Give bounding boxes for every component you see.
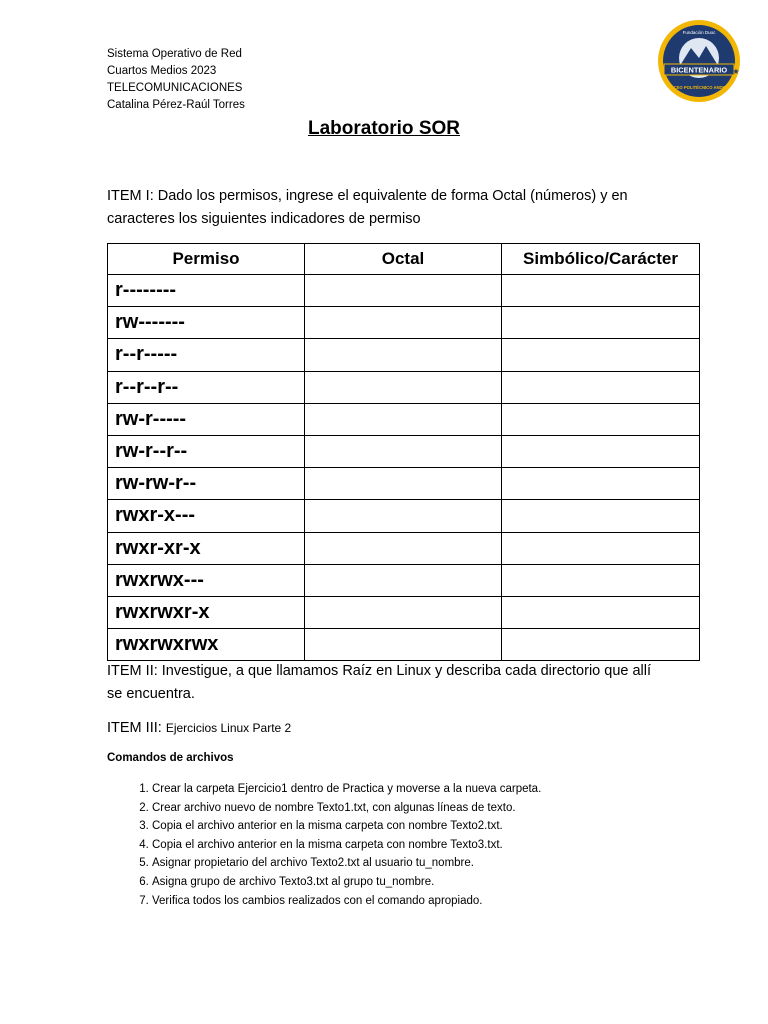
- octal-cell: [305, 307, 502, 339]
- table-row: [108, 275, 700, 307]
- octal-cell: [305, 275, 502, 307]
- item-1-instructions: [107, 185, 677, 231]
- octal-cell: [305, 435, 502, 467]
- logo-banner: BICENTENARIO: [670, 65, 728, 75]
- octal-cell: [305, 564, 502, 596]
- item-2-instructions: [107, 660, 667, 706]
- list-item: 6. Asigna grupo de archivo Texto3.txt al grupo tu_nombre.: [152, 873, 712, 892]
- table-row: [108, 500, 700, 532]
- octal-cell: [305, 596, 502, 628]
- permission-cell: rw-r-----: [108, 403, 305, 435]
- permission-cell: rwxr-x---: [108, 500, 305, 532]
- item-1-text: Dado los permisos, ingrese el equivalente de forma Octal (números) y en caracteres los siguientes indicadores de permiso: [107, 188, 628, 227]
- commands-title: Comandos de archivos: [107, 752, 234, 764]
- item-1-label: ITEM I:: [107, 188, 154, 204]
- permission-cell: rwxr-xr-x: [108, 532, 305, 564]
- column-header-octal: Octal: [305, 244, 502, 275]
- school-logo: [656, 18, 742, 104]
- symbolic-cell: [502, 307, 700, 339]
- symbolic-cell: [502, 339, 700, 371]
- list-item: 4. Copia el archivo anterior en la misma carpeta con nombre Texto3.txt.: [152, 836, 712, 855]
- table-row: [108, 564, 700, 596]
- logo-bottom-text: LICEO POLITÉCNICO ANDES: [669, 85, 729, 90]
- symbolic-cell: [502, 435, 700, 467]
- page-title: Laboratorio SOR: [307, 118, 460, 139]
- item-3-label: ITEM III:: [107, 720, 166, 736]
- list-item: 2. Crear archivo nuevo de nombre Texto1.txt, con algunas líneas de texto.: [152, 799, 712, 818]
- table-row: [108, 629, 700, 661]
- octal-cell: [305, 500, 502, 532]
- course-name: Sistema Operativo de Red: [107, 48, 242, 60]
- octal-cell: [305, 403, 502, 435]
- list-item: 1. Crear la carpeta Ejercicio1 dentro de Practica y moverse a la nueva carpeta.: [152, 780, 712, 799]
- authors: Catalina Pérez-Raúl Torres: [107, 99, 245, 111]
- item-2-text: Investigue, a que llamamos Raíz en Linux y describa cada directorio que allí se encuentra.: [107, 663, 652, 702]
- column-header-permiso: Permiso: [108, 244, 305, 275]
- octal-cell: [305, 629, 502, 661]
- permission-cell: r--r--r--: [108, 371, 305, 403]
- symbolic-cell: [502, 629, 700, 661]
- table-row: [108, 371, 700, 403]
- permission-cell: rwxrwxrwx: [108, 629, 305, 661]
- grade-year: Cuartos Medios 2023: [107, 65, 217, 77]
- item-2-label: ITEM II:: [107, 663, 158, 679]
- permission-cell: r--r-----: [108, 339, 305, 371]
- permission-cell: rw-------: [108, 307, 305, 339]
- list-item: 7. Verifica todos los cambios realizados con el comando apropiado.: [152, 892, 712, 911]
- octal-cell: [305, 468, 502, 500]
- item-3-heading: [107, 720, 291, 736]
- table-row: [108, 532, 700, 564]
- star-icon: ★: [732, 67, 740, 76]
- permission-cell: r--------: [108, 275, 305, 307]
- octal-cell: [305, 532, 502, 564]
- table-header-row: [108, 244, 700, 275]
- column-header-simbolico: Simbólico/Carácter: [502, 244, 700, 275]
- logo-top-text: Fundación Duoc: [682, 30, 716, 35]
- octal-cell: [305, 339, 502, 371]
- table-row: [108, 596, 700, 628]
- symbolic-cell: [502, 564, 700, 596]
- symbolic-cell: [502, 403, 700, 435]
- symbolic-cell: [502, 500, 700, 532]
- table-row: [108, 468, 700, 500]
- table-row: [108, 403, 700, 435]
- item-3-text: Ejercicios Linux Parte 2: [165, 721, 292, 735]
- symbolic-cell: [502, 468, 700, 500]
- list-item: 5. Asignar propietario del archivo Texto2.txt al usuario tu_nombre.: [152, 854, 712, 873]
- table-row: [108, 339, 700, 371]
- document-header: [107, 46, 245, 114]
- permission-cell: rw-rw-r--: [108, 468, 305, 500]
- permission-cell: rw-r--r--: [108, 435, 305, 467]
- table-row: [108, 435, 700, 467]
- permissions-table: [107, 243, 700, 661]
- permission-cell: rwxrwxr-x: [108, 596, 305, 628]
- symbolic-cell: [502, 596, 700, 628]
- symbolic-cell: [502, 275, 700, 307]
- table-row: [108, 307, 700, 339]
- permission-cell: rwxrwx---: [108, 564, 305, 596]
- list-item: 3. Copia el archivo anterior en la misma carpeta con nombre Texto2.txt.: [152, 817, 712, 836]
- symbolic-cell: [502, 532, 700, 564]
- symbolic-cell: [502, 371, 700, 403]
- octal-cell: [305, 371, 502, 403]
- exercise-steps-list: [107, 780, 712, 910]
- specialty: TELECOMUNICACIONES: [107, 82, 243, 94]
